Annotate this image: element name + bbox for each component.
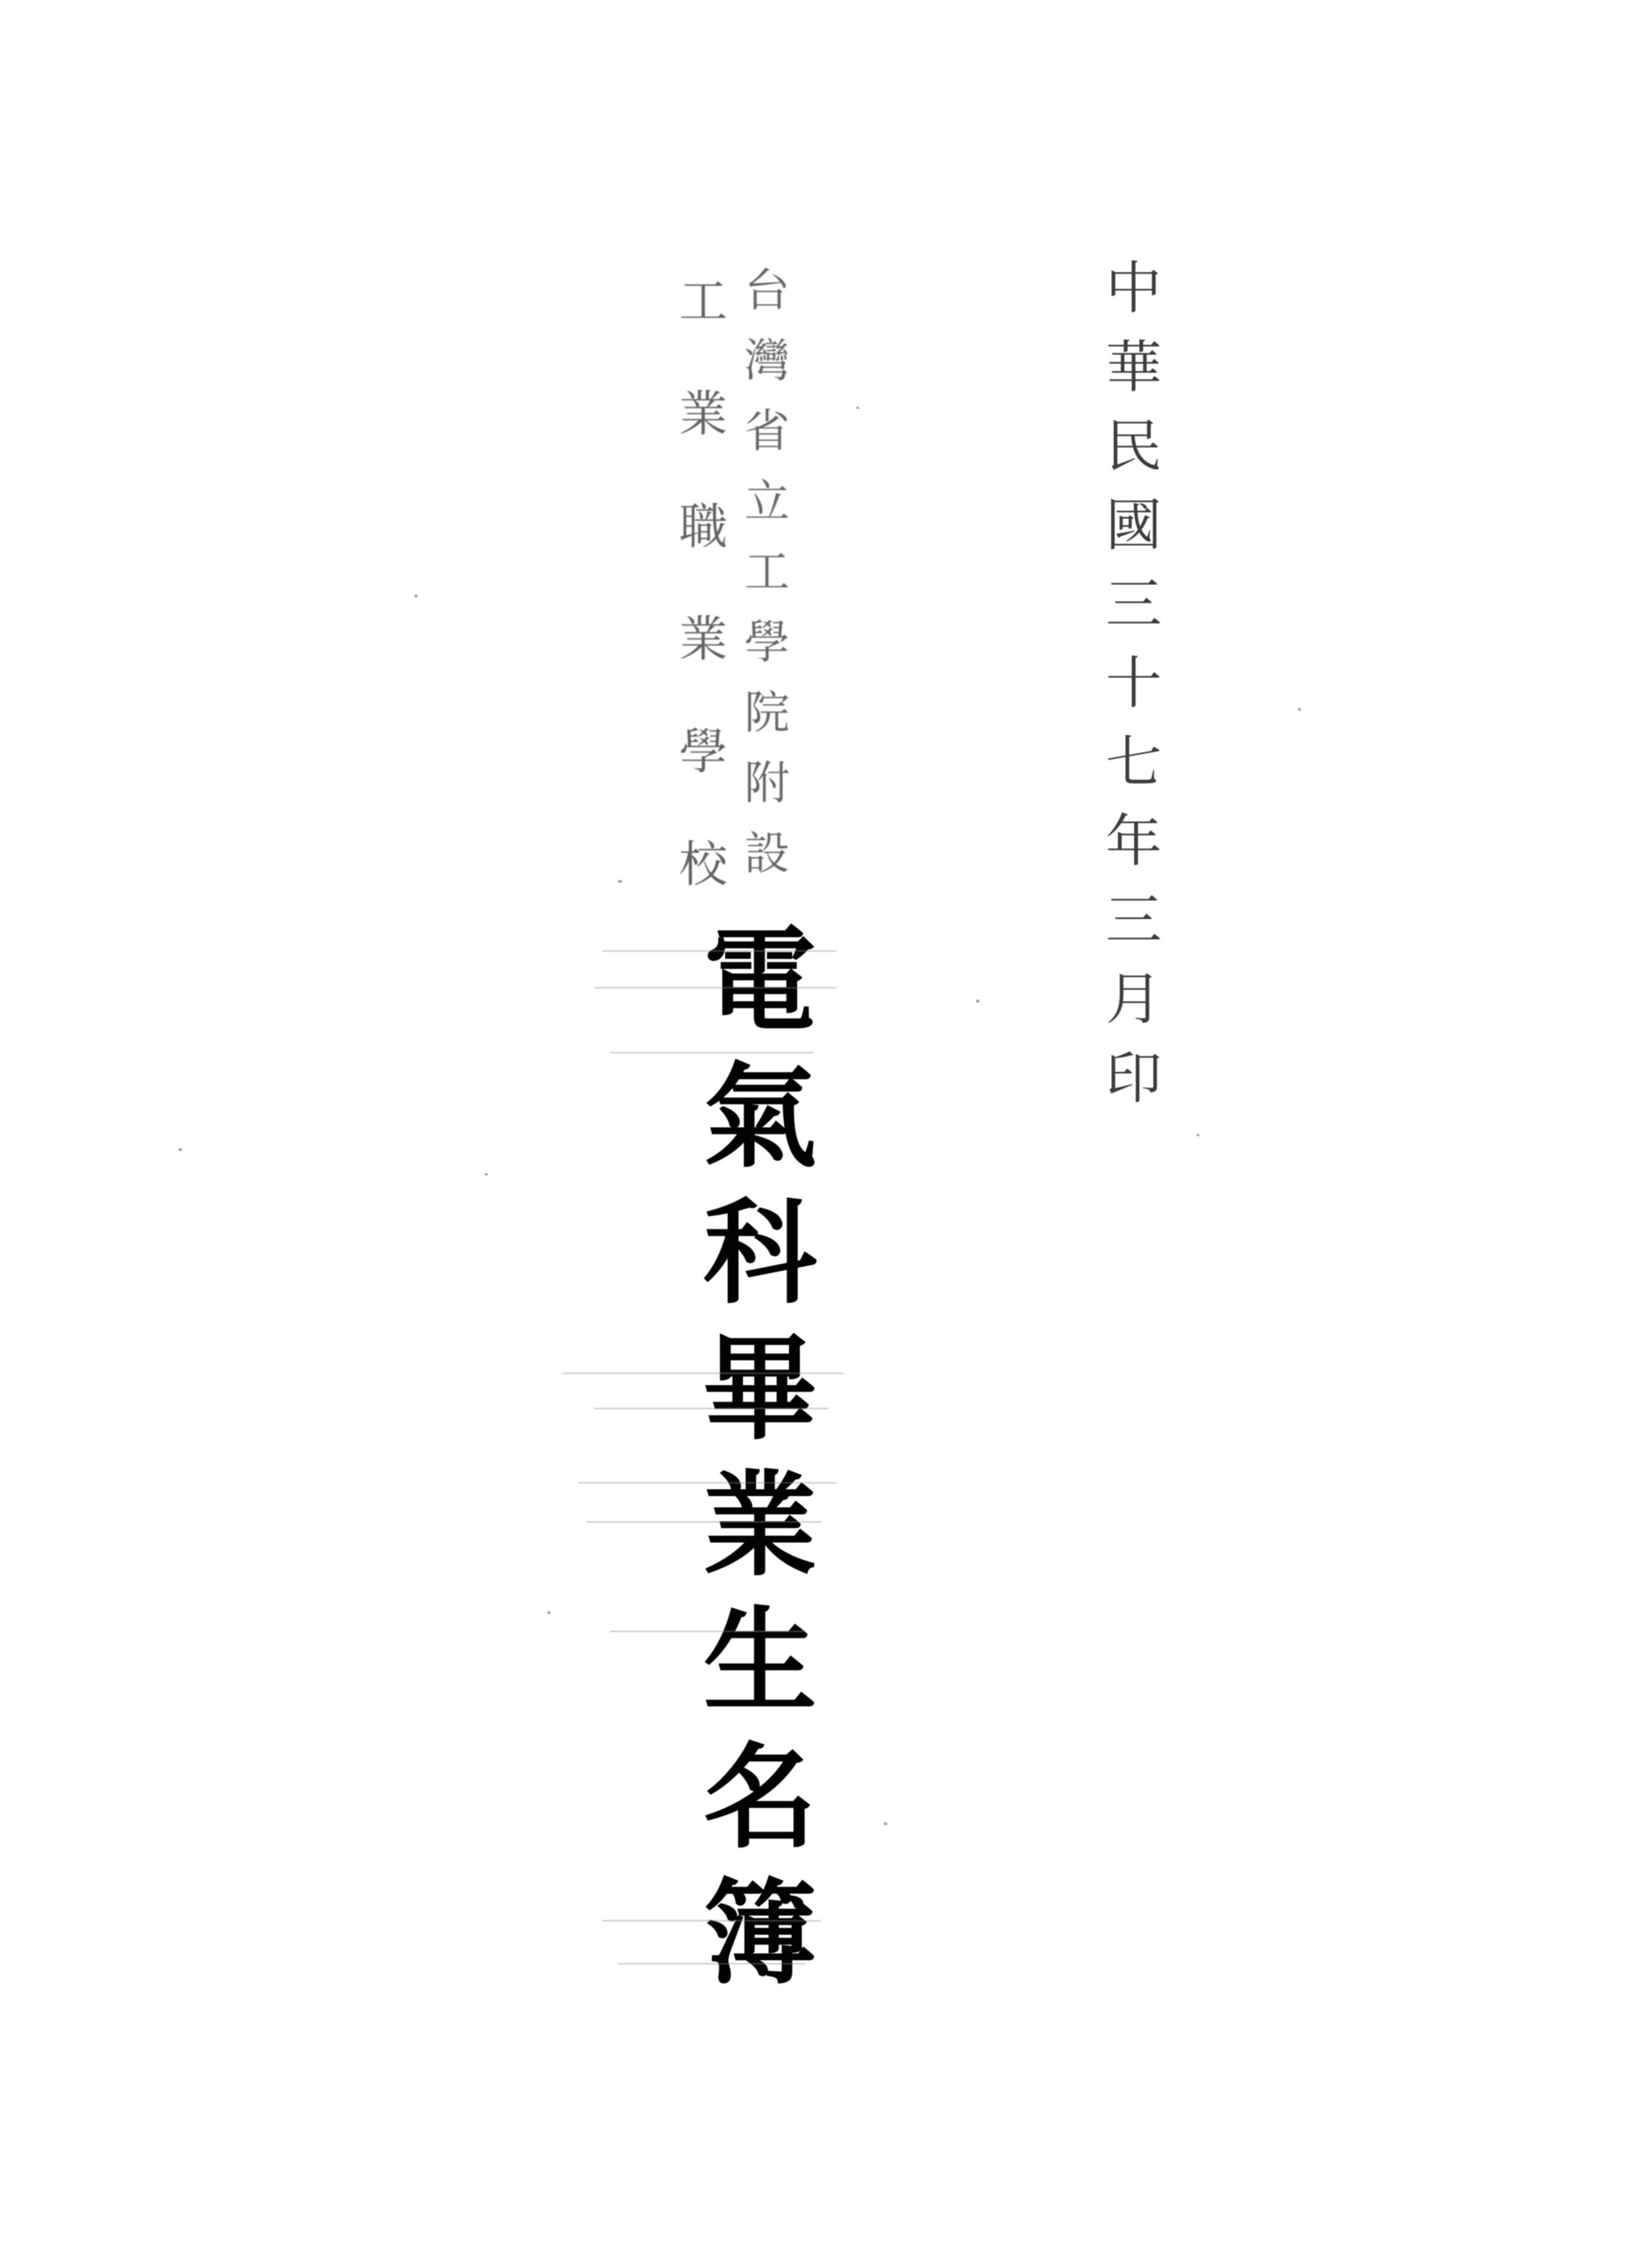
scan-streak-artifact xyxy=(618,1963,805,1965)
scan-noise-speck xyxy=(414,594,418,598)
main-title: 電氣科畢業生名簿 xyxy=(684,920,817,2009)
scan-streak-artifact xyxy=(586,1521,821,1523)
scan-streak-artifact xyxy=(594,987,837,989)
scan-streak-artifact xyxy=(602,1920,821,1922)
scan-noise-speck xyxy=(485,1173,488,1175)
scan-streak-artifact xyxy=(610,1631,805,1632)
scan-noise-speck xyxy=(1298,708,1301,711)
scan-streak-artifact xyxy=(610,1052,813,1053)
scan-noise-speck xyxy=(1196,1134,1199,1136)
scan-noise-speck xyxy=(547,1611,550,1614)
print-date-column: 中華民國三十七年三月印 xyxy=(1096,258,1162,1127)
scan-streak-artifact xyxy=(594,1408,829,1409)
scan-noise-speck xyxy=(618,880,622,883)
institution-name-line-2: 工業職業學校 xyxy=(671,275,728,951)
scan-noise-speck xyxy=(178,1148,182,1151)
scan-noise-speck xyxy=(976,999,980,1003)
scan-streak-artifact xyxy=(563,1373,844,1374)
scan-streak-artifact xyxy=(579,1482,837,1484)
institution-name-line-1: 台灣省立工學院附設 xyxy=(737,266,790,899)
scan-streak-artifact xyxy=(602,950,837,952)
scan-noise-speck xyxy=(856,407,859,409)
scan-noise-speck xyxy=(884,1822,887,1825)
